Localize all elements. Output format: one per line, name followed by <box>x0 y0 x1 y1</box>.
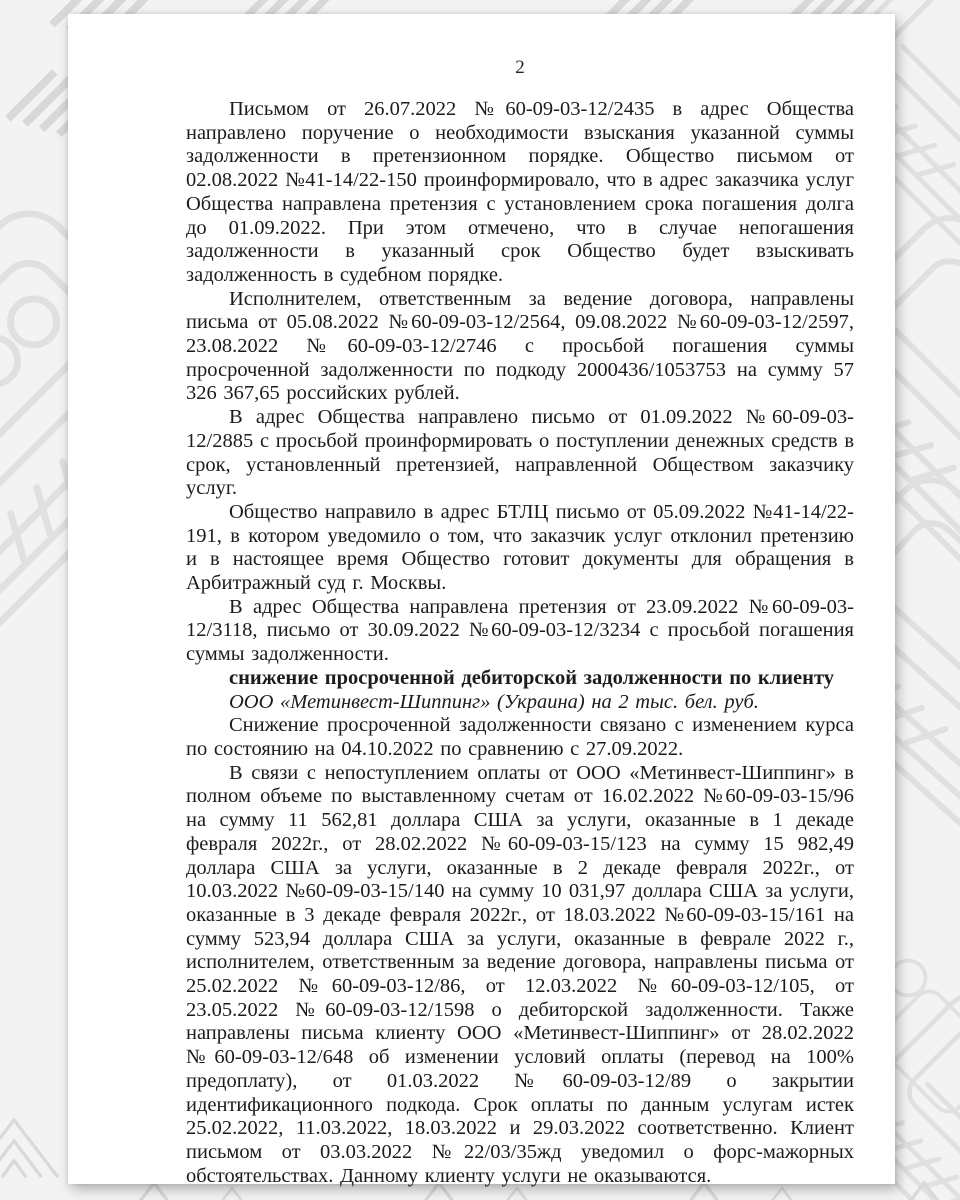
paragraph-btlc-letter: Общество направило в адрес БТЛЦ письмо от 05.09.2022 №41-14/22-191, в котором уведомило о том, что заказчик услуг отклонил претензию и в настоящее время Общество готовит документы для обращения в Арбитражный суд г. Москвы. <box>186 500 854 595</box>
peak-doodle-icon <box>0 1120 58 1177</box>
section-heading-debt-reduction: снижение просроченной дебиторской задолженности по клиенту <box>229 666 835 689</box>
document-page-content <box>68 14 895 1187</box>
paragraph-rate-change: Снижение просроченной задолженности связано с изменением курса по состоянию на 04.10.2022 по сравнению с 27.09.2022. <box>186 714 854 760</box>
page-number: 2 <box>515 57 525 78</box>
paragraph-letter-2885: В адрес Общества направлено письмо от 01.09.2022 №60-09-03-12/2885 с просьбой проинформировать о поступлении денежных средств в срок, установленный претензией, направленной Обществом заказчику услуг. <box>186 406 854 500</box>
peak-doodle-icon <box>485 1188 549 1200</box>
document-body <box>186 98 854 1188</box>
paragraph-executor-letters: Исполнителем, ответственным за ведение договора, направлены письма от 05.08.2022 №60-09-03-12/2564, 09.08.2022 №60-09-03-12/2597, 23.08.2022 №60-09-03-12/2746 с просьбой погашения суммы просроченной задолженности по подкоду 2000436/1053753 на сумму 57 326 367,65 российских рублей. <box>186 287 854 405</box>
document-page <box>68 14 895 1187</box>
peak-doodle-icon <box>750 1188 814 1200</box>
paragraph-letter-2435: Письмом от 26.07.2022 №60-09-03-12/2435 в адрес Общества направлено поручение о необходимости взыскания указанной суммы задолженности в претензионном порядке. Общество письмом от 02.08.2022 №41-14/22-150 проинформировало, что в адрес заказчика услуг Общества направлена претензия с установлением срока погашения долга до 01.09.2022. При этом отмечено, что в случае непогашения задолженности в указанный срок Общество будет взыскивать задолженность в судебном порядке. <box>186 98 854 286</box>
peak-doodle-icon <box>110 1183 198 1200</box>
paragraph-metinvest-details: В связи с непоступлением оплаты от ООО «Метинвест-Шиппинг» в полном объеме по выставленному счетам от 16.02.2022 №60-09-03-15/96 на сумму 11 562,81 доллара США за услуги, оказанные в 1 декаде февраля 2022г., от 28.02.2022 №60-09-03-15/123 на сумму 15 982,49 доллара США за услуги, оказанные в 2 декаде февраля 2022г., от 10.03.2022 №60-09-03-15/140 на сумму 10 031,97 доллара США за услуги, оказанные в 3 декаде февраля 2022г., от 18.03.2022 №60-09-03-15/161 на сумму 523,94 доллара США за услуги, оказанные в феврале 2022 г., исполнителем, ответственным за ведение договора, направлены письма от 25.02.2022 №60-09-03-12/86, от 12.03.2022 №60-09-03-12/105, от 23.05.2022 №60-09-03-12/1598 о дебиторской задолженности. Также направлены письма клиенту ООО «Метинвест-Шиппинг» от 28.02.2022 №60-09-03-12/648 об изменении условий оплаты (перевод на 100% предоплату), от 01.03.2022 №60-09-03-12/89 о закрытии идентификационного подкода. Срок оплаты по данным услугам истек 25.02.2022, 11.03.2022, 18.03.2022 и 29.03.2022 соответственно. Клиент письмом от 03.03.2022 №22/03/35жд уведомил о форс-мажорных обстоятельствах. Данному клиенту услуги не оказываются. <box>186 761 854 1187</box>
paragraph-claim-3118: В адрес Общества направлена претензия от 23.09.2022 №60-09-03-12/3118, письмо от 30.09.2022 №60-09-03-12/3234 с просьбой погашения суммы задолженности. <box>186 595 854 666</box>
peak-doodle-icon <box>200 1188 264 1200</box>
section-subheading-client: ООО «Метинвест-Шиппинг» (Украина) на 2 тыс. бел. руб. <box>229 690 759 713</box>
